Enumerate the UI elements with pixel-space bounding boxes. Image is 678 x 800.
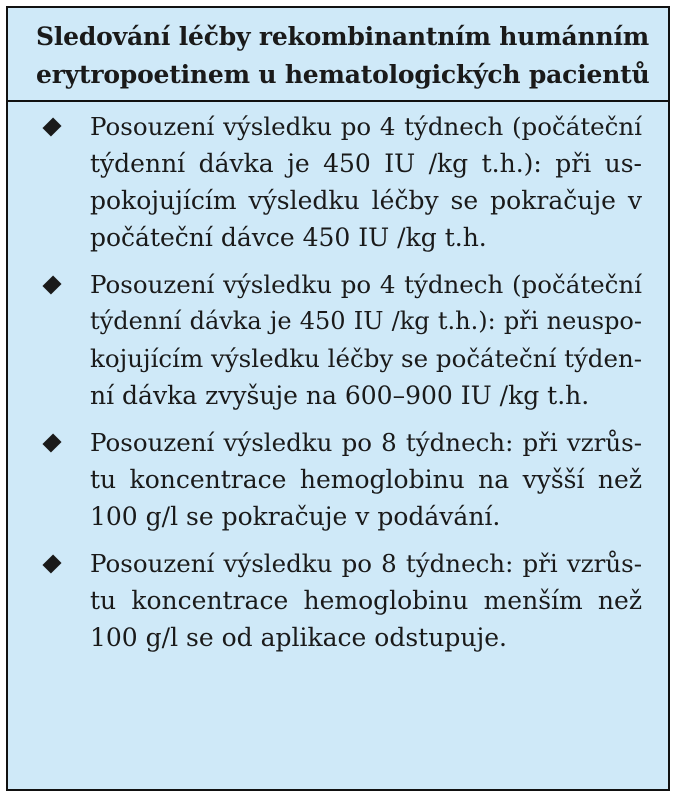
list-item <box>40 424 642 535</box>
item-line: 100 g/l se od aplikace odstupuje. <box>90 623 507 652</box>
diamond-bullet-icon <box>42 433 61 452</box>
item-line: Posouzení výsledku po 4 týdnech (počáteční <box>90 270 642 299</box>
list-item <box>40 266 642 414</box>
diamond-bullet-icon <box>42 117 61 136</box>
item-line: Posouzení výsledku po 8 týdnech: při vzrůs- <box>90 428 642 457</box>
box-title <box>8 8 668 102</box>
title-line: Sledování léčby rekombinantním humánním <box>36 22 649 51</box>
bullet-list <box>8 102 668 656</box>
item-line: pokojujícím výsledku léčby se pokračuje v <box>90 186 642 215</box>
item-line: týdenní dávka je 450 IU /kg t.h.): při neuspo- <box>90 307 642 335</box>
item-line: kojujícím výsledku léčby se počáteční týden- <box>90 344 643 373</box>
diamond-bullet-icon <box>42 554 61 573</box>
item-line: 100 g/l se pokračuje v podávání. <box>90 502 501 531</box>
list-item <box>40 545 642 656</box>
info-box <box>6 6 670 791</box>
item-line: tu koncentrace hemoglobinu na vyšší než <box>90 465 642 494</box>
item-line: Posouzení výsledku po 4 týdnech (počáteční <box>90 112 642 141</box>
diamond-bullet-icon <box>42 275 61 294</box>
title-line: erytropoetinem u hematologických pacientů <box>36 60 650 89</box>
item-line: ní dávka zvyšuje na 600–900 IU /kg t.h. <box>90 381 590 410</box>
list-item <box>40 108 642 256</box>
item-line: počáteční dávce 450 IU /kg t.h. <box>90 223 487 252</box>
item-line: tu koncentrace hemoglobinu menším než <box>90 586 642 615</box>
item-line: Posouzení výsledku po 8 týdnech: při vzrůs- <box>90 549 642 578</box>
item-line: týdenní dávka je 450 IU /kg t.h.): při us- <box>90 149 642 178</box>
